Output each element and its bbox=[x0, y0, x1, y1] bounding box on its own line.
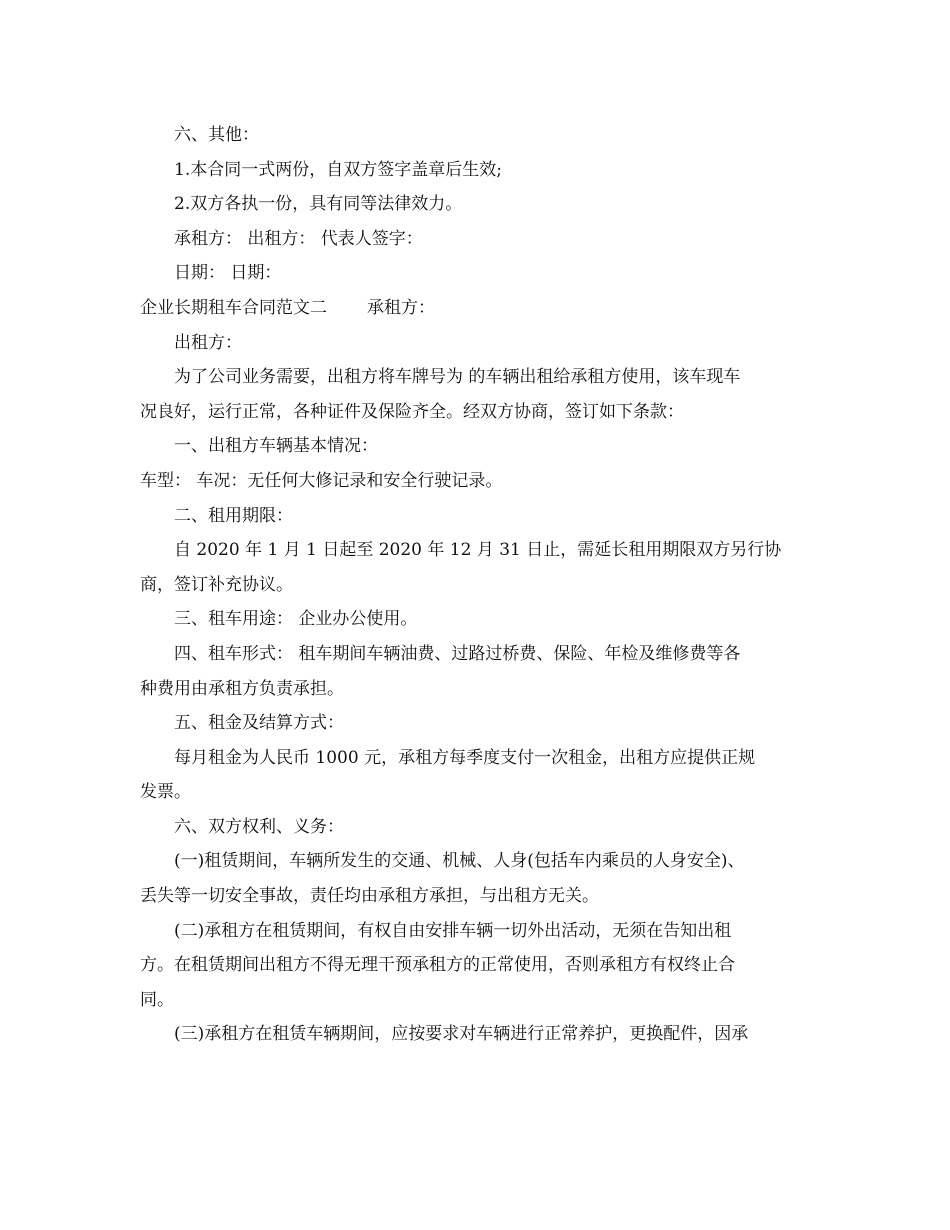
paragraph-line: 商，签订补充协议。 bbox=[140, 574, 293, 595]
document-body bbox=[140, 118, 820, 1052]
paragraph-line: 丢失等一切安全事故，责任均由承租方承担，与出租方无关。 bbox=[140, 886, 599, 907]
paragraph-line: (二)承租方在租赁期间，有权自由安排车辆一切外出活动，无须在告知出租 bbox=[174, 920, 732, 941]
paragraph-line: (一)租赁期间，车辆所发生的交通、机械、人身(包括车内乘员的人身安全)、 bbox=[174, 851, 745, 872]
date-line: 日期： 日期： bbox=[174, 263, 282, 284]
section-heading: 四、租车形式： 租车期间车辆油费、过路过桥费、保险、年检及维修费等各 bbox=[174, 643, 741, 664]
section-heading: 五、租金及结算方式： bbox=[174, 713, 344, 734]
lessor-label: 出租方： bbox=[174, 332, 242, 353]
tenant-label: 承租方： bbox=[367, 297, 435, 318]
paragraph-line: 况良好，运行正常，各种证件及保险齐全。经双方协商，签订如下条款： bbox=[140, 401, 684, 422]
paragraph-line: 车型： 车况：无任何大修记录和安全行驶记录。 bbox=[140, 470, 503, 491]
paragraph-line: (三)承租方在租赁车辆期间，应按要求对车辆进行正常养护，更换配件，因承 bbox=[174, 1024, 749, 1045]
contract-title-row bbox=[140, 291, 820, 326]
paragraph-line: 为了公司业务需要，出租方将车牌号为 的车辆出租给承租方使用，该车现车 bbox=[174, 367, 741, 388]
section-heading: 二、租用期限： bbox=[174, 505, 293, 526]
section-heading: 三、租车用途： 企业办公使用。 bbox=[174, 609, 418, 630]
paragraph-line: 发票。 bbox=[140, 782, 191, 803]
contract-title: 企业长期租车合同范文二 bbox=[140, 297, 327, 318]
clause-line: 1.本合同一式两份，自双方签字盖章后生效; bbox=[174, 159, 502, 180]
clause-line: 2.双方各执一份，具有同等法律效力。 bbox=[174, 194, 463, 215]
paragraph-line: 方。在租赁期间出租方不得无理干预承租方的正常使用，否则承租方有权终止合 bbox=[140, 955, 735, 976]
paragraph-line: 同。 bbox=[140, 989, 174, 1010]
section-heading: 一、出租方车辆基本情况： bbox=[174, 436, 378, 457]
section-heading: 六、双方权利、义务： bbox=[174, 816, 344, 837]
signature-line: 承租方： 出租方： 代表人签字： bbox=[174, 228, 423, 249]
paragraph-line: 种费用由承租方负责承担。 bbox=[140, 678, 344, 699]
paragraph-line: 自 2020 年 1 月 1 日起至 2020 年 12 月 31 日止，需延长租用期限双方另行协 bbox=[174, 540, 782, 561]
paragraph-line: 每月租金为人民币 1000 元，承租方每季度支付一次租金，出租方应提供正规 bbox=[174, 747, 756, 768]
section-heading-other: 六、其他： bbox=[174, 125, 259, 145]
